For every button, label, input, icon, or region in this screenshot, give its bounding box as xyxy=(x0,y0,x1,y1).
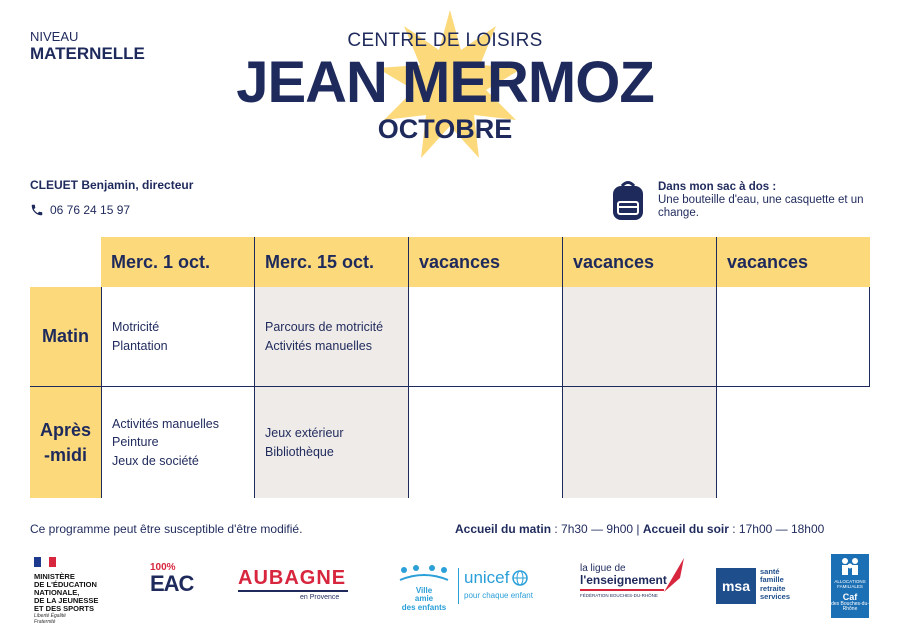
program-notice: Ce programme peut être susceptible d'être modifié. xyxy=(30,522,303,536)
schedule-cell xyxy=(717,287,870,387)
schedule-cell xyxy=(717,387,870,498)
msa-logo: msa santé famille retraite services xyxy=(716,568,800,604)
ministere-logo: MINISTÈRE DE L'ÉDUCATION NATIONALE, DE LA JEUNESSE ET DES SPORTS Liberté Égalité Fraternité xyxy=(34,554,114,625)
ligue-flag-icon xyxy=(662,558,686,592)
column-header: Merc. 15 oct. xyxy=(255,237,409,287)
row-label-apres-midi: Après -midi xyxy=(30,387,101,498)
evening-label: Accueil du soir xyxy=(642,522,729,536)
morning-hours: : 7h30 — 9h00 | xyxy=(551,522,643,536)
centre-label: CENTRE DE LOISIRS xyxy=(347,30,543,51)
partner-logos xyxy=(0,552,900,625)
column-header: vacances xyxy=(563,237,717,287)
schedule-cell xyxy=(563,387,717,498)
caf-logo: ALLOCATIONS FAMILIALES Caf des Bouches-du-Rhône xyxy=(831,554,869,618)
column-header: vacances xyxy=(409,237,563,287)
family-icon xyxy=(839,557,861,575)
title-block xyxy=(190,30,700,145)
level-value: MATERNELLE xyxy=(30,44,145,64)
backpack-title: Dans mon sac à dos : xyxy=(658,181,777,193)
morning-label: Accueil du matin xyxy=(455,522,552,536)
backpack-icon xyxy=(610,180,646,222)
column-header: Merc. 1 oct. xyxy=(101,237,255,287)
opening-hours xyxy=(455,522,824,536)
level-block xyxy=(30,30,145,65)
schedule-cell xyxy=(409,287,563,387)
unicef-logo: unicef pour chaque enfant xyxy=(464,568,533,600)
flag-icon xyxy=(34,557,56,567)
globe-icon xyxy=(512,570,528,586)
phone-number: 06 76 24 15 97 xyxy=(50,203,131,217)
children-icon xyxy=(396,564,452,582)
schedule-cell: Activités manuelles Peinture Jeux de société xyxy=(101,387,255,498)
schedule-cell: Jeux extérieur Bibliothèque xyxy=(255,387,409,498)
backpack-text: Une bouteille d'eau, une casquette et un change. xyxy=(658,194,864,220)
schedule-cell: Parcours de motricité Activités manuelles xyxy=(255,287,409,387)
page-title: JEAN MERMOZ xyxy=(236,50,654,115)
column-header: vacances xyxy=(717,237,870,287)
schedule-cell xyxy=(409,387,563,498)
row-label-matin: Matin xyxy=(30,287,101,387)
phone-icon xyxy=(30,203,44,217)
schedule-cell: Motricité Plantation xyxy=(101,287,255,387)
director-name: CLEUET Benjamin, directeur xyxy=(30,178,194,192)
backpack-info xyxy=(658,181,883,221)
level-label: NIVEAU xyxy=(30,29,79,44)
aubagne-logo: AUBAGNE en Provence xyxy=(238,567,347,601)
month-title: OCTOBRE xyxy=(377,114,513,144)
ligue-logo: la ligue de l'enseignement FÉDÉRATION BOUCHES-DU-RHÔNE xyxy=(580,564,688,598)
evening-hours: : 17h00 — 18h00 xyxy=(728,522,825,536)
ville-amie-logo: Ville amie des enfants xyxy=(396,564,452,612)
eac-logo: 100% EAC xyxy=(150,562,194,596)
phone-row xyxy=(30,203,130,217)
schedule-cell xyxy=(563,287,717,387)
